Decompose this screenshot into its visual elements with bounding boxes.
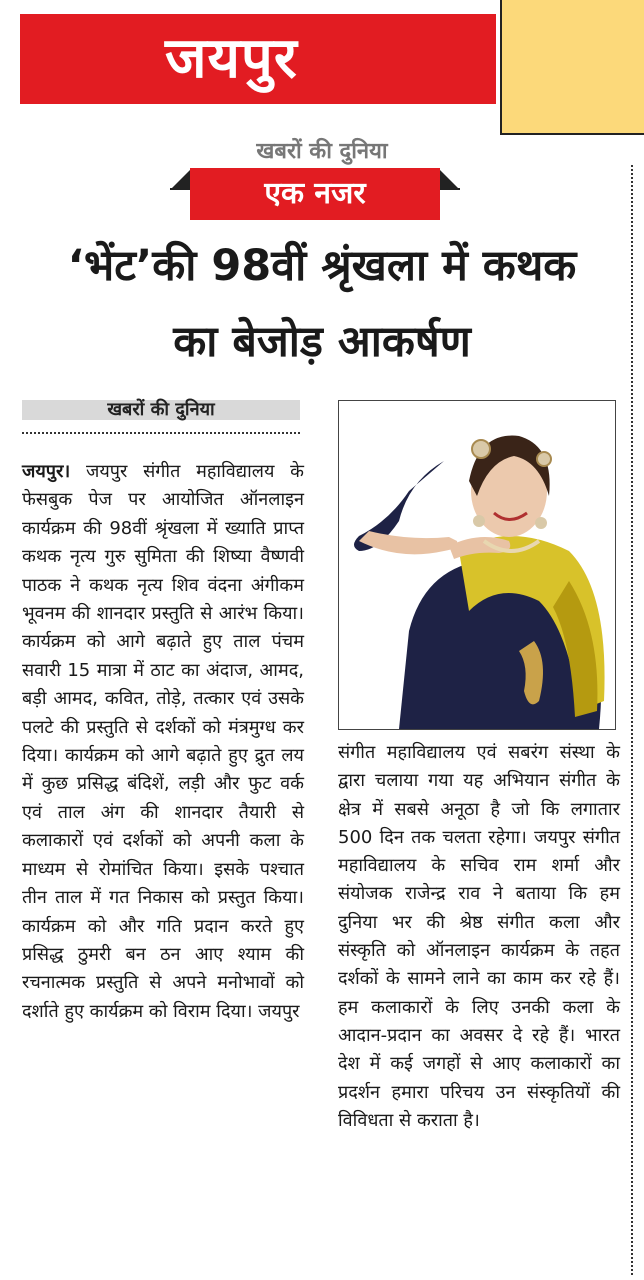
body-text-left: जयपुर संगीत महाविद्यालय के फेसबुक पेज पर आयोजित ऑनलाइन कार्यक्रम की 98वीं श्रृंखला में ख्याति प्राप्त कथक नृत्य गुरु सुमिता की शिष्या वैष्णवी पाठक ने कथक नृत्य शिव वंदना अंगीकम भूवनम की शानदार प्रस्तुति से आरंभ किया। कार्यक्रम को आगे बढ़ाते हुए ताल पंचम सवारी 15 मात्रा में ठाट का अंदाज, आमद, बड़ी आमद, कवित, तोड़े, तत्कार एवं उसके पलटे की प्रस्तुति से दर्शकों को मंत्रमुग्ध कर दिया। कार्यक्रम को आगे बढ़ाते हुए द्रुत लय में कुछ प्रसिद्ध बंदिशें, लड़ी और फुट वर्क एवं ताल अंग की शानदार तैयारी से कलाकारों एवं दर्शकों को अपनी कला के माध्यम से रोमांचित किया। इसके पश्चात तीन ताल में गत निकास को प्रस्तुत किया। कार्यक्रम को और गति प्रदान करते हुए प्रसिद्ध ठुमरी बन ठन आए श्याम की रचनात्मक प्रस्तुति से अपने मनोभावों को दर्शाते हुए कार्यक्रम को विराम दिया। जयपुर [22,461,304,1022]
headline-line-2: का बेजोड़ आकर्षण [173,317,471,367]
headline-line-1: ‘भेंट’की 98वीं श्रृंखला में कथक [67,241,577,291]
ribbon-banner [170,168,460,224]
masthead-city-title: जयपुर [165,26,298,91]
corner-color-block [500,0,644,135]
article-body-right-column: संगीत महाविद्यालय एवं सबरंग संस्था के द्वारा चलाया गया यह अभियान संगीत के क्षेत्र में सबसे अनूठा है जो कि लगातार 500 दिन तक चलता रहेगा। जयपुर संगीत महाविद्यालय के सचिव राम शर्मा और संयोजक राजेन्द्र राव ने बताया कि हम दुनिया भर की श्रेष्ठ संगीत कला और संस्कृति को ऑनलाइन कार्यक्रम के तहत दर्शकों के सामने लाने का काम कर रहे हैं। हम कलाकारों के लिए उनकी कला के आदान-प्रदान का अवसर दे रहे हैं। भारत देश में कई जगहों से आए कलाकारों का प्रदर्शन हमारा परिचय उन संस्कृतियों की विविधता से कराता है। [338,742,620,1131]
article-body-left-column [22,458,304,1026]
section-label: खबरों की दुनिया [256,139,388,164]
dateline: जयपुर। [22,461,71,482]
ribbon-fold-left [170,168,192,190]
byline-bar [22,400,300,420]
ribbon-label: एक नजर [190,168,440,220]
ribbon-fold-right [438,168,460,190]
dancer-photo [338,400,616,730]
byline-dotted-rule [22,432,300,434]
article-headline [0,228,644,380]
byline: खबरों की दुनिया [107,399,215,420]
